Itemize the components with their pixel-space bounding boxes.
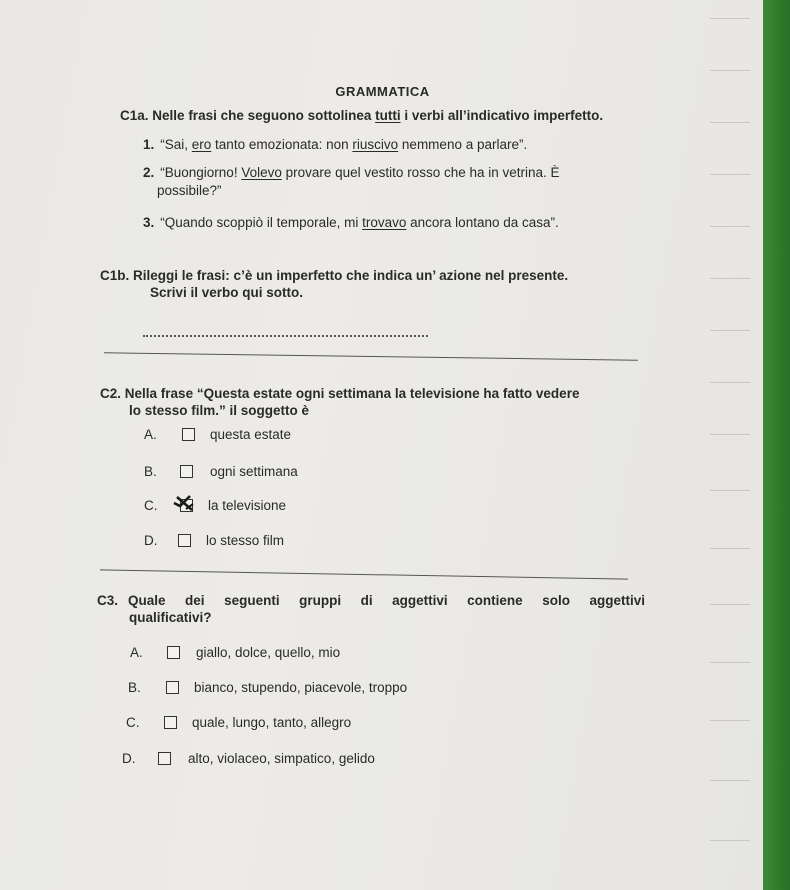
option-letter: D.	[144, 533, 158, 548]
option-letter: A.	[144, 427, 157, 442]
c1b-line-1: Rileggi le frasi: c’è un imperfetto che indica un’ azione nel presente.	[133, 268, 569, 283]
option-text: lo stesso film	[206, 533, 285, 548]
c2-question	[100, 385, 660, 419]
c3-option-a[interactable]	[130, 645, 480, 663]
c1a-prompt-after: i verbi all’indicativo imperfetto.	[400, 108, 604, 123]
c3-question	[97, 592, 645, 626]
margin-ruling	[700, 0, 760, 890]
section-divider	[100, 569, 628, 579]
c3-line-1: Quale dei seguenti gruppi di aggettivi contiene solo aggettivi	[128, 593, 645, 608]
checkbox[interactable]	[180, 465, 193, 478]
checkbox-checked[interactable]	[180, 499, 193, 512]
c1a-sentence-3	[143, 214, 703, 232]
option-letter: B.	[128, 680, 141, 695]
c2-line-2: lo stesso film.” il soggetto è	[129, 403, 310, 418]
option-letter: D.	[122, 751, 136, 766]
c1a-label: C1a.	[120, 108, 149, 123]
c2-option-d[interactable]	[144, 533, 444, 551]
option-letter: C.	[144, 498, 158, 513]
checkbox[interactable]	[167, 646, 180, 659]
section-divider	[104, 352, 638, 360]
option-text: questa estate	[210, 427, 292, 442]
c3-option-d[interactable]	[122, 751, 472, 769]
sentence-text: “Sai,	[160, 137, 192, 152]
checkbox[interactable]	[166, 681, 179, 694]
underlined-verb: riuscivo	[352, 137, 399, 152]
c1a-question	[120, 107, 720, 124]
c3-line-2: qualificativi?	[129, 610, 212, 625]
c2-option-a[interactable]	[144, 427, 444, 445]
c2-label: C2.	[100, 386, 122, 401]
sentence-text: tanto emozionata: non	[211, 137, 353, 152]
c1b-question	[100, 267, 700, 301]
checkbox[interactable]	[182, 428, 195, 441]
sentence-text: ancora lontano da casa”.	[406, 215, 559, 230]
option-letter: A.	[130, 645, 143, 660]
sentence-text: “Buongiorno!	[160, 165, 242, 180]
option-letter: C.	[126, 715, 140, 730]
checkbox[interactable]	[158, 752, 171, 765]
sentence-continuation: possibile?”	[157, 183, 222, 198]
checkbox[interactable]	[178, 534, 191, 547]
answer-line[interactable]	[143, 335, 428, 337]
c1a-prompt-before: Nelle frasi che seguono sottolinea	[152, 108, 376, 123]
underlined-verb: Volevo	[241, 165, 282, 180]
sentence-text: nemmeno a parlare”.	[398, 137, 528, 152]
sentence-number: 1.	[143, 137, 155, 152]
option-text: ogni settimana	[210, 464, 298, 479]
option-text: alto, violaceo, simpatico, gelido	[188, 751, 375, 766]
checkbox[interactable]	[164, 716, 177, 729]
green-background-strip	[763, 0, 790, 890]
option-text: quale, lungo, tanto, allegro	[192, 715, 352, 730]
c1a-prompt-underlined: tutti	[375, 108, 401, 123]
c3-option-b[interactable]	[128, 680, 478, 698]
underlined-verb: trovavo	[362, 215, 407, 230]
page-title: GRAMMATICA	[335, 84, 430, 99]
sentence-number: 3.	[143, 215, 155, 230]
option-text: giallo, dolce, quello, mio	[196, 645, 341, 660]
c2-option-c[interactable]	[144, 498, 444, 516]
underlined-verb: ero	[191, 137, 212, 152]
c3-option-c[interactable]	[126, 715, 476, 733]
option-text: la televisione	[208, 498, 287, 513]
c1a-sentence-2	[143, 164, 648, 200]
sentence-number: 2.	[143, 165, 155, 180]
check-mark-icon	[173, 495, 195, 513]
sentence-text: provare quel vestito rosso che ha in vetrina. È	[281, 165, 560, 180]
c1a-sentence-1	[143, 136, 703, 154]
c2-line-1: Nella frase “Questa estate ogni settimana la televisione ha fatto vedere	[124, 386, 580, 401]
c1b-label: C1b.	[100, 268, 130, 283]
option-letter: B.	[144, 464, 157, 479]
c2-option-b[interactable]	[144, 464, 444, 482]
c3-label: C3.	[97, 593, 119, 608]
sentence-text: “Quando scoppiò il temporale, mi	[160, 215, 363, 230]
option-text: bianco, stupendo, piacevole, troppo	[194, 680, 408, 695]
c1b-line-2: Scrivi il verbo qui sotto.	[150, 285, 304, 300]
